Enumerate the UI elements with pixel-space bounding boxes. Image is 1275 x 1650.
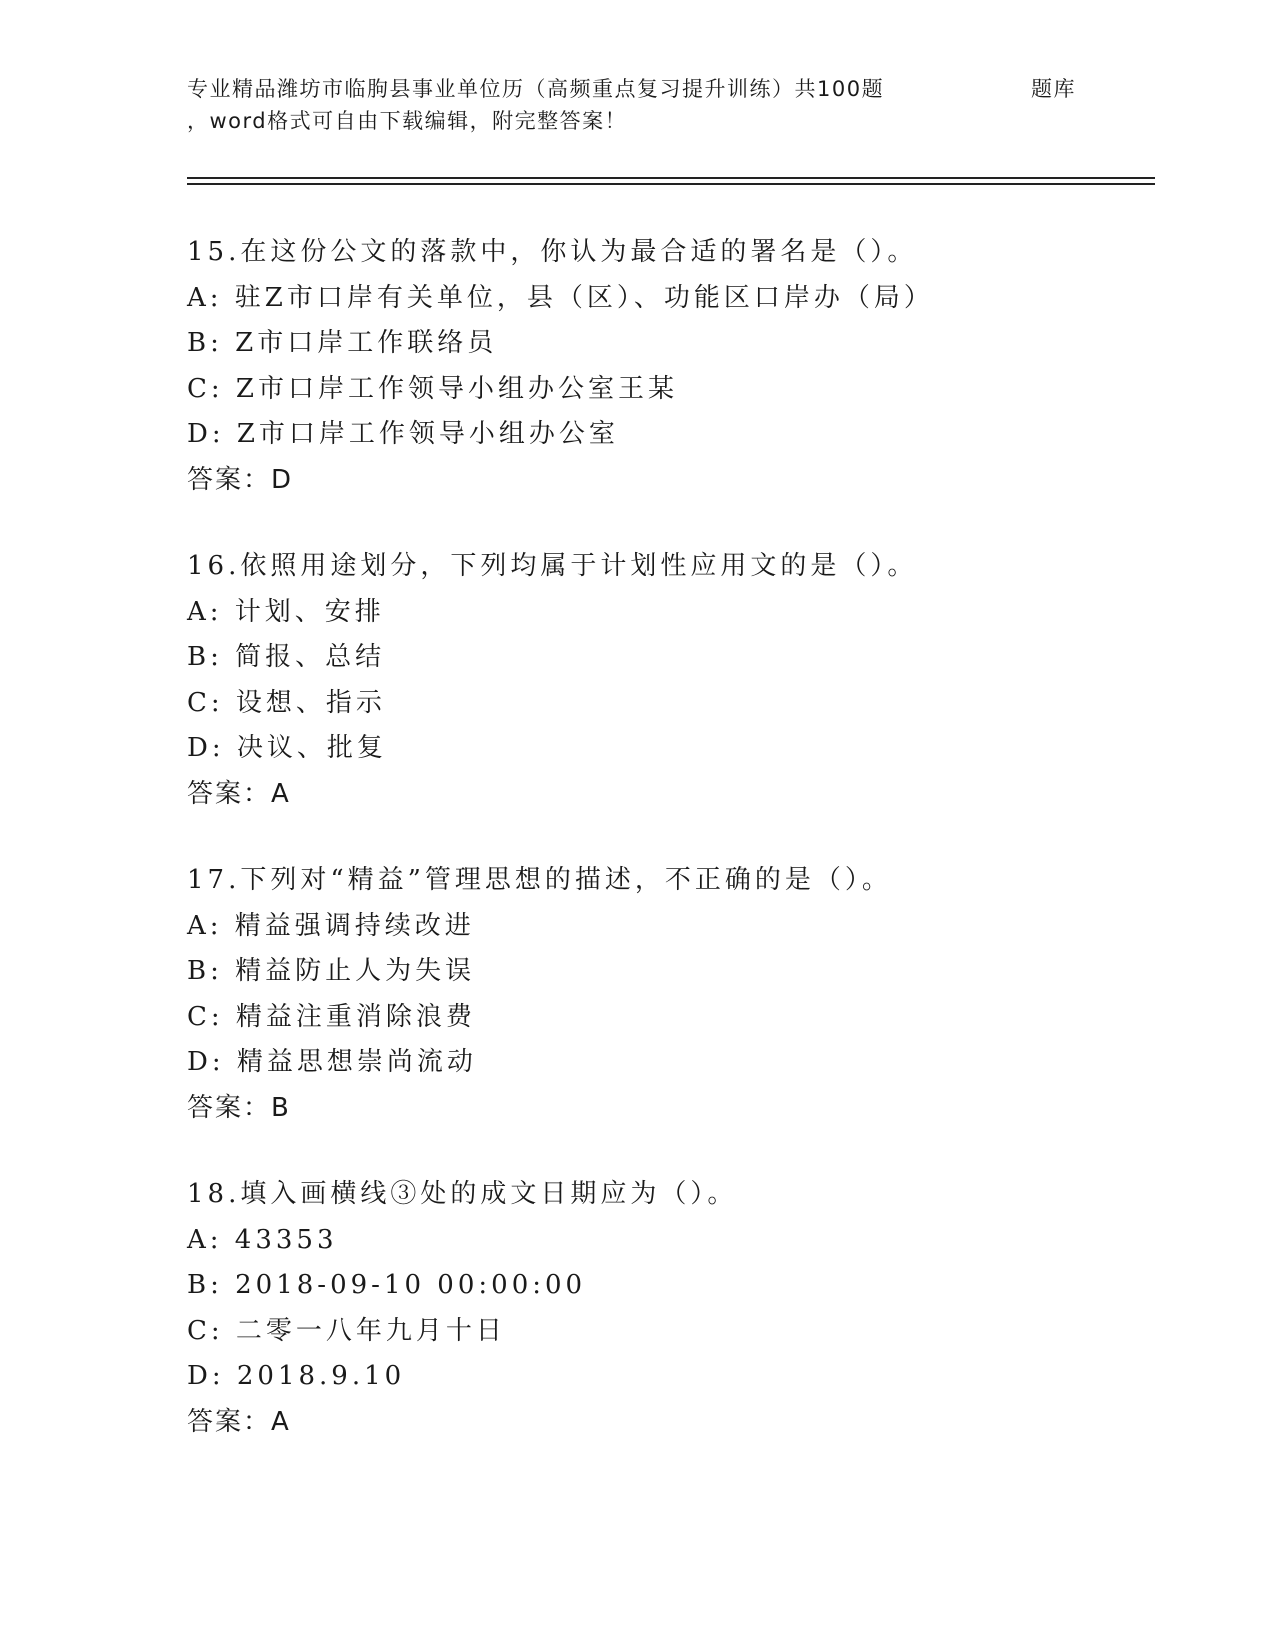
option-b: B: 简报、总结 xyxy=(187,642,386,672)
question-text: 17.下列对“精益”管理思想的描述，不正确的是（）。 xyxy=(187,865,892,895)
option-d: D: 2018.9.10 xyxy=(187,1361,406,1391)
option-d: D: 精益思想崇尚流动 xyxy=(187,1047,477,1077)
header-divider-top xyxy=(187,177,1155,179)
option-a: A: 驻Z市口岸有关单位，县（区）、功能区口岸办（局） xyxy=(187,282,934,313)
question-text: 16.依照用途划分，下列均属于计划性应用文的是（）。 xyxy=(187,551,918,581)
option-a: A: 43353 xyxy=(187,1224,338,1255)
answer-text: 答案：A xyxy=(187,1406,291,1437)
option-c: C: 二零一八年九月十日 xyxy=(187,1315,506,1346)
option-c: C: Z市口岸工作领导小组办公室王某 xyxy=(187,373,678,404)
option-d: D: Z市口岸工作领导小组办公室 xyxy=(187,419,619,449)
option-d: D: 决议、批复 xyxy=(187,733,387,763)
option-b: B: 精益防止人为失误 xyxy=(187,956,476,986)
option-a: A: 计划、安排 xyxy=(187,596,385,627)
answer-text: 答案：D xyxy=(187,464,294,495)
option-a: A: 精益强调持续改进 xyxy=(187,910,475,941)
header-label: 题库 xyxy=(1031,77,1076,101)
question-item xyxy=(187,1172,1147,1445)
option-b: B: 2018-09-10 00:00:00 xyxy=(187,1270,587,1300)
option-c: C: 精益注重消除浪费 xyxy=(187,1001,476,1032)
header-divider-bottom xyxy=(187,183,1155,185)
document-subtitle: ，word格式可自由下载编辑，附完整答案！ xyxy=(187,109,628,133)
document-title: 专业精品潍坊市临朐县事业单位历（高频重点复习提升训练）共100题 xyxy=(187,77,885,101)
question-item xyxy=(187,544,1147,817)
option-b: B: Z市口岸工作联络员 xyxy=(187,328,498,358)
page-header xyxy=(187,73,1147,137)
question-item xyxy=(187,858,1147,1131)
answer-text: 答案：A xyxy=(187,778,291,809)
question-text: 18.填入画横线③处的成文日期应为（）。 xyxy=(187,1179,738,1209)
answer-text: 答案：B xyxy=(187,1092,291,1123)
question-item xyxy=(187,230,1147,503)
option-c: C: 设想、指示 xyxy=(187,687,386,718)
question-text: 15.在这份公文的落款中，你认为最合适的署名是（）。 xyxy=(187,237,918,267)
question-list xyxy=(187,230,1147,1486)
